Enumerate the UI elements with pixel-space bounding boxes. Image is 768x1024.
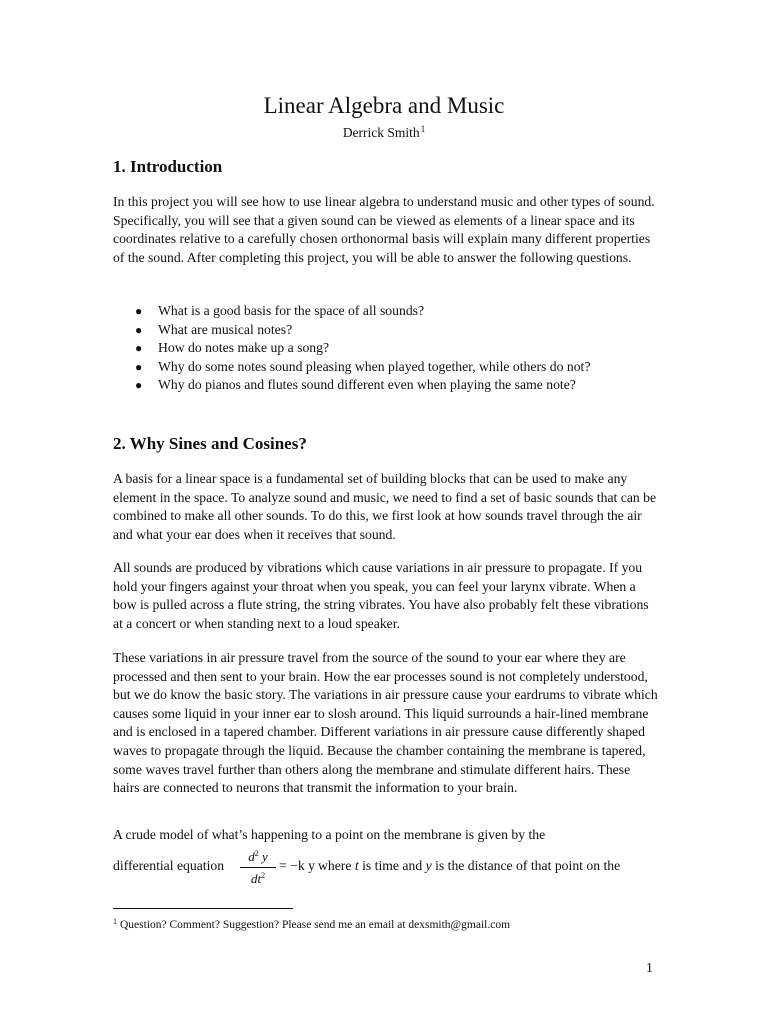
list-item: ● Why do some notes sound pleasing when played together, while others do not? xyxy=(113,358,673,377)
page-number: 1 xyxy=(646,960,653,975)
list-item: ● What are musical notes? xyxy=(113,321,673,340)
questions-list xyxy=(113,302,673,395)
bullet-icon: ● xyxy=(135,378,143,393)
equation-trailing-text: where t is time and y is the distance of that point on the xyxy=(318,858,621,873)
author-line xyxy=(0,120,768,142)
differential-equation-line xyxy=(113,846,673,892)
bullet-icon: ● xyxy=(135,322,143,337)
introduction-paragraph: In this project you will see how to use linear algebra to understand music and other types of sound. Specifically, you will see that a given sound can be viewed as elements of a linear space and its coordinates relative to a carefully chosen orthonormal basis will explain many different properties of the sound. After completing this project, you will be able to answer the following questions. xyxy=(113,194,655,265)
sines-paragraph-4: A crude model of what’s happening to a point on the membrane is given by the xyxy=(113,827,546,842)
bullet-icon: ● xyxy=(135,359,143,374)
equation-numerator: $d^2$ y xyxy=(248,849,268,864)
bullet-icon: ● xyxy=(135,341,143,356)
equation-lead-text: differential equation xyxy=(113,858,225,873)
author-footnote-mark: 1 xyxy=(420,124,426,134)
introduction-heading: 1. Introduction xyxy=(113,157,223,176)
sines-paragraph-1: A basis for a linear space is a fundamental set of building blocks that can be used to make any element in the space. To analyze sound and music, we need to find a set of basic sounds that can be combined to make all other sounds. To do this, we first look at how sounds travel through the air and what your ear does when it receives that sound. xyxy=(113,471,657,542)
list-item: ● Why do pianos and flutes sound different even when playing the same note? xyxy=(113,376,673,395)
equation-rhs: = −k y xyxy=(279,858,315,873)
footnote-text: Question? Comment? Suggestion? Please send me an email at dexsmith@gmail.com xyxy=(120,919,511,931)
footnote-mark: 1 xyxy=(113,917,117,926)
sines-paragraph-2: All sounds are produced by vibrations which cause variations in air pressure to propagate. If you hold your fingers against your throat when you speak, you can feel your larynx vibrate. When a bow is pulled across a flute string, the string vibrates. You have also probably felt these vibrations at a concert or when standing next to a loud speaker. xyxy=(113,560,649,631)
document-title: Linear Algebra and Music xyxy=(263,93,505,118)
sines-paragraph-3: These variations in air pressure travel from the source of the sound to your ear where they are processed and then sent to your brain. How the ear processes sound is not completely understood, but we do know the basic story. The variations in air pressure cause your eardrums to vibrate which causes some liquid in your inner ear to slosh around. This liquid surrounds a hair-lined membrane and is enclosed in a tapered chamber. Different variations in air pressure cause differently shaped waves to propagate through the liquid. Because the chamber containing the membrane is tapered, some waves travel further than others along the membrane and stimulate different hairs. These hairs are connected to neurons that transmit the information to your brain. xyxy=(113,650,658,796)
author-name: Derrick Smith xyxy=(342,125,420,140)
list-item: ● How do notes make up a song? xyxy=(113,339,673,358)
list-item: ● What is a good basis for the space of all sounds? xyxy=(113,302,673,321)
bullet-icon: ● xyxy=(135,304,143,318)
footnote-divider xyxy=(113,908,293,909)
footnote xyxy=(113,914,510,933)
equation-fraction xyxy=(240,846,276,887)
sines-cosines-heading: 2. Why Sines and Cosines? xyxy=(113,434,307,453)
equation-denominator: $dt^2$ xyxy=(250,871,266,886)
